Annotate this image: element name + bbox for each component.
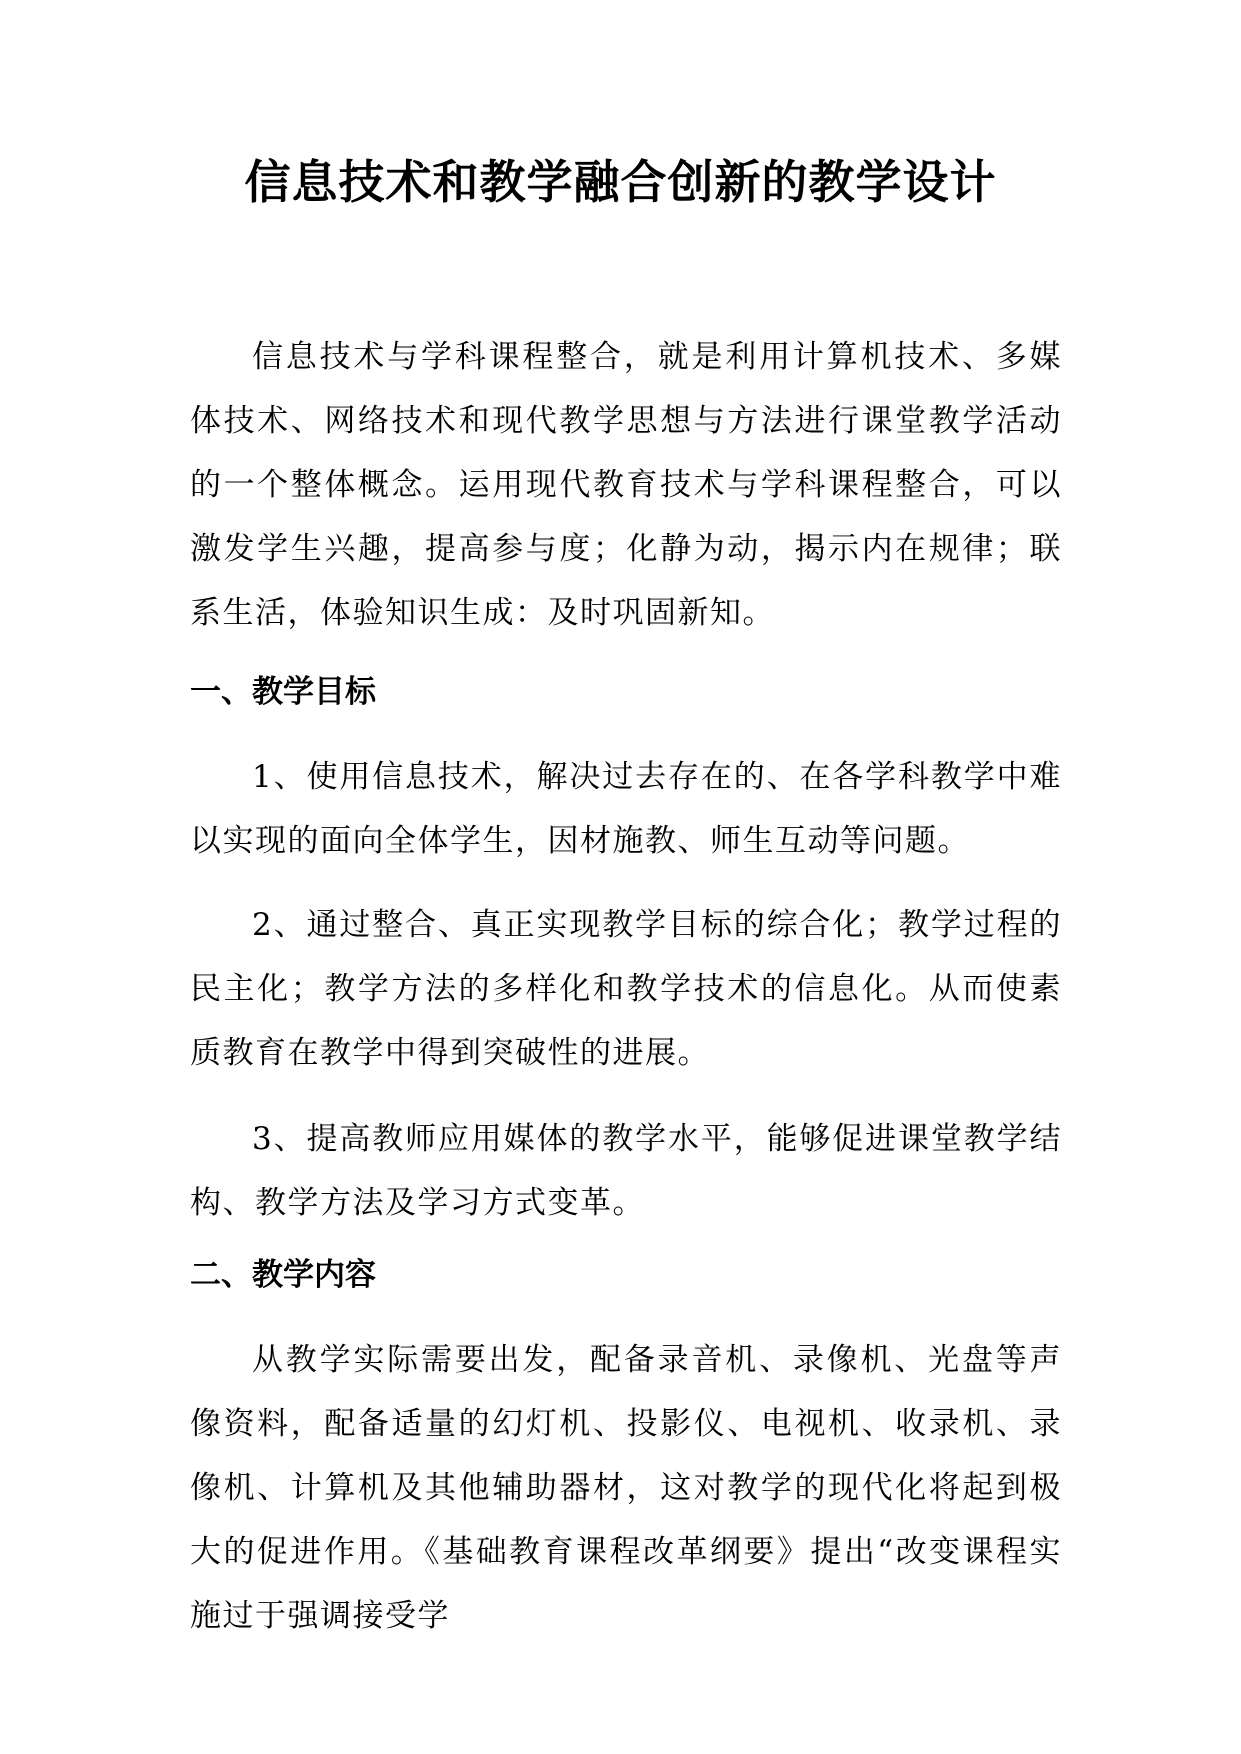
- objective-item-2: 2、通过整合、真正实现教学目标的综合化；教学过程的民主化；教学方法的多样化和教学技术的信息化。从而使素质教育在教学中得到突破性的进展。: [190, 907, 1062, 1071]
- section-heading-content: 二、教学内容: [190, 1257, 376, 1293]
- objective-item-3: 3、提高教师应用媒体的教学水平，能够促进课堂教学结构、教学方法及学习方式变革。: [190, 1121, 1062, 1221]
- intro-paragraph: 信息技术与学科课程整合，就是利用计算机技术、多媒体技术、网络技术和现代教学思想与方法进行课堂教学活动的一个整体概念。运用现代教育技术与学科课程整合，可以激发学生兴趣，提高参与度；化静为动，揭示内在规律；联系生活，体验知识生成：及时巩固新知。: [190, 339, 1062, 631]
- content-paragraph: 从教学实际需要出发，配备录音机、录像机、光盘等声像资料，配备适量的幻灯机、投影仪、电视机、收录机、录像机、计算机及其他辅助器材，这对教学的现代化将起到极大的促进作用。《基础教育课程改革纲要》提出“改变课程实施过于强调接受学: [190, 1342, 1062, 1634]
- objective-item-1: 1、使用信息技术，解决过去存在的、在各学科教学中难以实现的面向全体学生，因材施教、师生互动等问题。: [190, 759, 1062, 859]
- document-title: 信息技术和教学融合创新的教学设计: [244, 155, 997, 209]
- section-heading-objectives: 一、教学目标: [190, 674, 376, 710]
